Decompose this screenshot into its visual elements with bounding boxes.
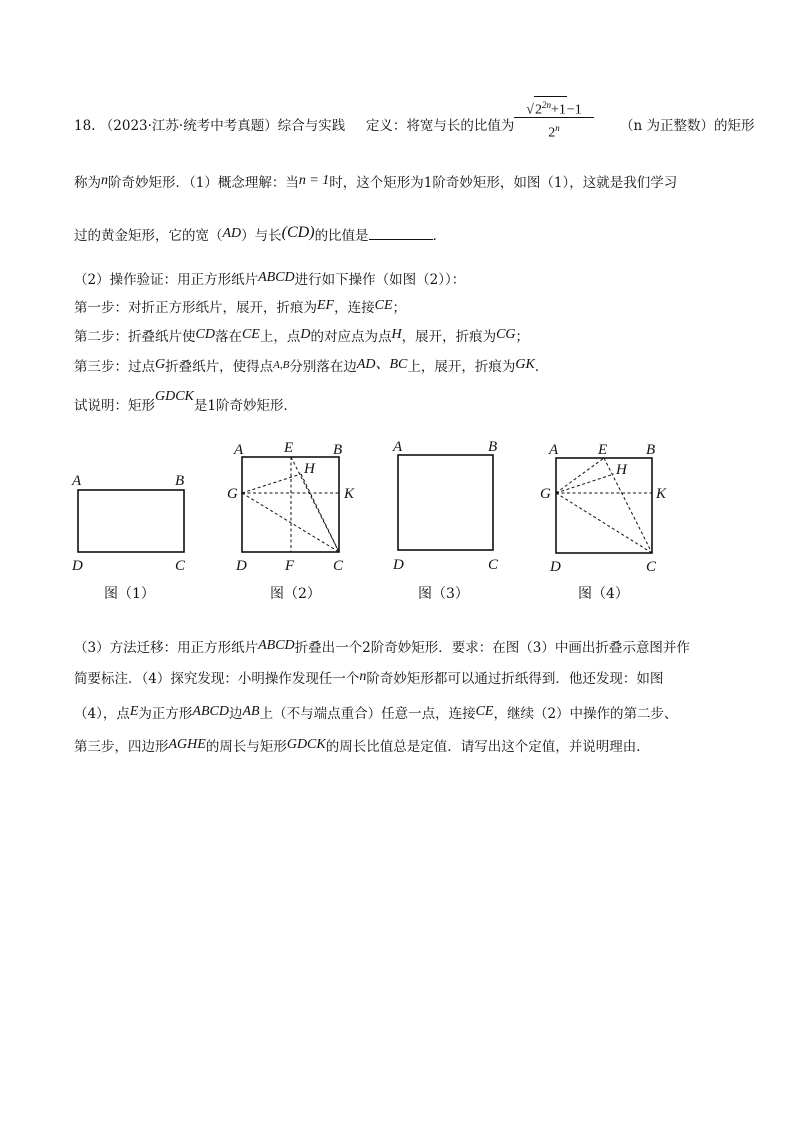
problem-line-3 bbox=[74, 226, 446, 247]
fig1-label-D: D bbox=[72, 558, 83, 574]
quad-AGHE: AGHE bbox=[168, 737, 206, 752]
point-G: G bbox=[155, 357, 166, 372]
definition-lead: 定义：将宽与长的比值为 bbox=[365, 118, 515, 134]
step2-end: ； bbox=[515, 329, 530, 345]
fig2-label-A: A bbox=[234, 442, 244, 458]
fig4-label-C: C bbox=[646, 559, 657, 575]
seg-CE-3: CE bbox=[475, 704, 494, 719]
line3-part-a: 过的黄金矩形，它的宽（ bbox=[74, 228, 223, 244]
fig3-label-A: A bbox=[393, 439, 403, 455]
fig2-line-HC bbox=[301, 474, 339, 552]
fig4-label-G: G bbox=[540, 486, 551, 502]
part3-d: 阶奇妙矩形都可以通过折纸得到．他还发现：如图 bbox=[366, 671, 664, 687]
fig2-label-G: G bbox=[227, 486, 238, 502]
ratio-fraction bbox=[514, 96, 594, 141]
seg-CD-paren: (CD) bbox=[281, 224, 315, 241]
fig3-square bbox=[398, 455, 493, 550]
fig2-label-K: K bbox=[344, 486, 355, 502]
part3-b: 折叠出一个2阶奇妙矩形．要求：在图（3）中画出折叠示意图并作 bbox=[294, 640, 690, 656]
step3-a: 第三步：过点 bbox=[74, 359, 155, 375]
fig4-label-D: D bbox=[550, 559, 561, 575]
radicand-exponent: 2n bbox=[541, 100, 551, 110]
part3-line-1 bbox=[74, 638, 690, 659]
point-E: E bbox=[129, 704, 139, 719]
line2-part-c: 时，这个矩形为1阶奇妙矩形，如图（1），这就是我们学习 bbox=[329, 175, 678, 191]
part5-c: 的周长比值总是定值．请写出这个定值，并说明理由． bbox=[325, 739, 650, 755]
problem-source: （2023·江苏·统考中考真题）综合与实践 bbox=[99, 118, 346, 134]
part4-b: 为正方形 bbox=[138, 706, 193, 722]
point-D: D bbox=[300, 327, 311, 342]
square-ABCD-3: ABCD bbox=[192, 704, 229, 719]
fig4-label-E: E bbox=[598, 442, 608, 458]
seg-GK: GK bbox=[515, 357, 535, 372]
fig3-label-B: B bbox=[488, 439, 498, 455]
fig2-label-H: H bbox=[304, 461, 315, 477]
part5-b: 的周长与矩形 bbox=[205, 739, 287, 755]
part4-d: 上（不与端点重合）任意一点，连接 bbox=[259, 706, 476, 722]
step2-a: 第二步：折叠纸片使 bbox=[74, 329, 196, 345]
seg-AD: AD bbox=[222, 226, 242, 241]
den-base: 2 bbox=[548, 125, 556, 141]
step2-e: ，展开，折痕为 bbox=[401, 329, 497, 345]
try-b: 是1阶奇妙矩形． bbox=[193, 398, 297, 414]
seg-CE: CE bbox=[374, 298, 393, 313]
seg-CE-2: CE bbox=[241, 327, 260, 342]
step1-end: ； bbox=[392, 300, 406, 316]
line3-part-c: 的比值是 bbox=[314, 228, 369, 244]
radicand-tail: +1 bbox=[550, 102, 566, 118]
seg-CD: CD bbox=[195, 327, 215, 342]
step-2 bbox=[74, 327, 529, 348]
part2-intro bbox=[74, 270, 465, 291]
fig2-square bbox=[242, 457, 339, 552]
answer-blank[interactable] bbox=[369, 227, 433, 240]
var-n-2: n bbox=[359, 669, 367, 684]
fig4-label-B: B bbox=[646, 442, 656, 458]
part3-c: 简要标注．（4）探究发现：小明操作发现任一个 bbox=[74, 671, 360, 687]
step-1 bbox=[74, 298, 406, 319]
step3-c: 分别落在边 bbox=[289, 359, 357, 375]
fig1-caption: 图（1） bbox=[104, 586, 155, 602]
step1-a: 第一步：对折正方形纸片，展开，折痕为 bbox=[74, 300, 317, 316]
fig1-label-C: C bbox=[175, 558, 186, 574]
edge-AB: AB bbox=[242, 704, 260, 719]
step3-d: 上，展开，折痕为 bbox=[407, 359, 516, 375]
fig2-label-C: C bbox=[333, 558, 344, 574]
step2-c: 上，点 bbox=[259, 329, 301, 345]
fig4-line-GE bbox=[556, 458, 604, 493]
fig4-crease-CG bbox=[556, 493, 652, 553]
line3-part-b: ）与长 bbox=[241, 228, 282, 244]
rect-GDCK: GDCK bbox=[155, 389, 194, 404]
line2-part-b: 阶奇妙矩形．（1）概念理解：当 bbox=[108, 175, 299, 191]
fig1-rectangle bbox=[78, 490, 184, 552]
var-n: n bbox=[101, 173, 108, 188]
step2-d: 的对应点为点 bbox=[310, 329, 392, 345]
fig2-label-D: D bbox=[236, 558, 247, 574]
try-explain bbox=[74, 389, 297, 417]
n-equals-one: n = 1 bbox=[298, 173, 330, 188]
numerator-minus-one: −1 bbox=[566, 102, 582, 118]
part5-a: 第三步，四边形 bbox=[74, 739, 169, 755]
seg-EF: EF bbox=[317, 298, 335, 313]
fig4-square bbox=[556, 458, 652, 553]
step2-b: 落在 bbox=[214, 329, 242, 345]
part4-a: （4），点 bbox=[74, 706, 130, 722]
fig2-label-B: B bbox=[333, 442, 343, 458]
part4-c: 边 bbox=[228, 706, 243, 722]
problem-line-1 bbox=[74, 116, 514, 136]
fig2-line-CE bbox=[291, 457, 339, 552]
part5-line bbox=[74, 737, 650, 758]
seg-CG: CG bbox=[496, 327, 516, 342]
part2-intro-b: 进行如下操作（如图（2））： bbox=[294, 272, 466, 288]
fig2-line-GH bbox=[242, 474, 301, 493]
problem-line-2 bbox=[74, 173, 677, 194]
fig2-label-F: F bbox=[285, 558, 295, 574]
line2-part-a: 称为 bbox=[74, 175, 101, 191]
fig4-label-H: H bbox=[616, 462, 627, 478]
fig4-line-CE bbox=[604, 458, 652, 553]
points-A-B: A,B bbox=[273, 359, 290, 371]
fig3-caption: 图（3） bbox=[418, 586, 469, 602]
fig1-label-A: A bbox=[72, 473, 82, 489]
step3-end: ． bbox=[534, 359, 549, 375]
fig4-label-A: A bbox=[549, 442, 559, 458]
part4-e: ，继续（2）中操作的第二步、 bbox=[493, 706, 678, 722]
fig4-line-GH bbox=[556, 474, 614, 493]
definition-paren: （n 为正整数）的矩形 bbox=[620, 118, 755, 134]
fig3-label-D: D bbox=[393, 557, 404, 573]
edges-AD-BC: AD、BC bbox=[356, 357, 408, 372]
point-H: H bbox=[391, 327, 402, 342]
part4-line bbox=[74, 704, 678, 725]
part3-a: （3）方法迁移：用正方形纸片 bbox=[74, 640, 259, 656]
square-ABCD: ABCD bbox=[258, 270, 295, 285]
step-3 bbox=[74, 357, 548, 378]
problem-number: 18. bbox=[74, 118, 96, 134]
fig3-label-C: C bbox=[488, 557, 499, 573]
fig1-label-B: B bbox=[175, 473, 185, 489]
rect-GDCK-2: GDCK bbox=[286, 737, 326, 752]
step1-b: ，连接 bbox=[334, 300, 375, 316]
fraction-numerator bbox=[514, 96, 594, 116]
square-ABCD-2: ABCD bbox=[258, 638, 295, 653]
try-a: 试说明：矩形 bbox=[74, 398, 155, 414]
line3-end: ． bbox=[432, 228, 447, 244]
part3-line-2 bbox=[74, 669, 663, 690]
part2-intro-a: （2）操作验证：用正方形纸片 bbox=[74, 272, 259, 288]
fig4-label-K: K bbox=[656, 486, 667, 502]
radicand-base: 2 bbox=[534, 102, 542, 118]
sqrt-sign: √ bbox=[526, 102, 534, 118]
den-exponent: n bbox=[555, 123, 560, 133]
fraction-denominator bbox=[514, 119, 594, 141]
fig4-caption: 图（4） bbox=[578, 586, 629, 602]
fig2-label-E: E bbox=[284, 440, 294, 456]
step3-b: 折叠纸片，使得点 bbox=[165, 359, 274, 375]
sqrt-radicand bbox=[534, 96, 567, 119]
fig2-caption: 图（2） bbox=[270, 586, 321, 602]
